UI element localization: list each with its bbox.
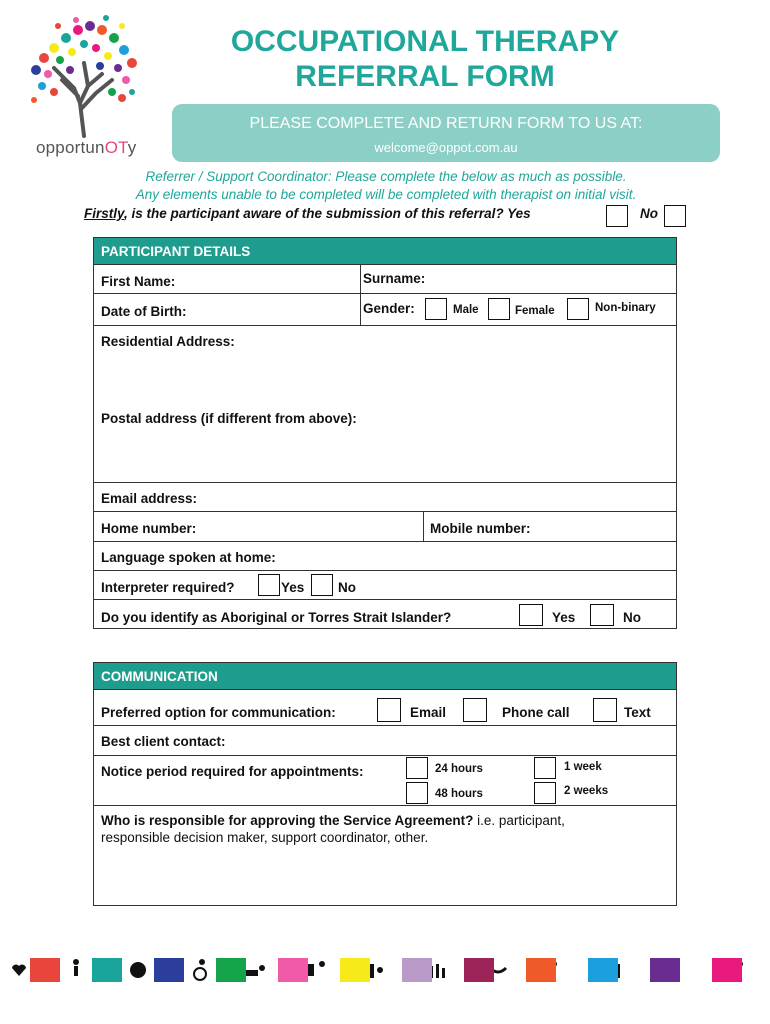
aware-yes-checkbox[interactable] (606, 205, 628, 227)
notice-24h-label: 24 hours (435, 763, 483, 775)
interpreter-yes-label: Yes (281, 580, 305, 595)
dob-field[interactable] (204, 298, 354, 322)
page-title (200, 24, 650, 94)
gender-male-checkbox[interactable] (425, 298, 447, 320)
intro-line-1: Referrer / Support Coordinator: Please complete the below as much as possible. (145, 169, 627, 184)
mobile-number-field[interactable] (550, 515, 672, 537)
gender-nonbinary-label: Non-binary (595, 302, 656, 314)
colour-swatch (650, 958, 680, 982)
approver-question: Who is responsible for approving the Service Agreement? i.e. participant, responsible decision maker, support coordinator, other. (101, 813, 565, 845)
participant-heading: PARTICIPANT DETAILS (94, 238, 676, 264)
intro-text (80, 168, 692, 204)
interpreter-no-checkbox[interactable] (311, 574, 333, 596)
colour-swatch (278, 958, 308, 982)
colour-swatch (216, 958, 246, 982)
colour-swatch (92, 958, 122, 982)
gender-label: Gender: (363, 301, 415, 316)
aware-no-checkbox[interactable] (664, 205, 686, 227)
colour-swatch (340, 958, 370, 982)
mobile-number-label: Mobile number: (430, 521, 531, 536)
postal-address-field[interactable] (99, 430, 671, 478)
notice-48h-label: 48 hours (435, 788, 483, 800)
aware-no-label: No (640, 206, 658, 221)
colour-swatch (526, 958, 556, 982)
best-contact-label: Best client contact: (101, 734, 226, 749)
notice-1w-label: 1 week (564, 761, 602, 773)
residential-address-label: Residential Address: (101, 334, 235, 349)
comm-phone-checkbox[interactable] (463, 698, 487, 722)
return-banner (172, 104, 720, 162)
child-icon (73, 959, 79, 976)
family-icon (430, 964, 445, 978)
aboriginal-no-label: No (623, 610, 641, 625)
first-name-label: First Name: (101, 274, 176, 289)
gender-female-label: Female (515, 305, 555, 317)
notice-1w-checkbox[interactable] (534, 757, 556, 779)
walker-icon (368, 964, 383, 978)
communication-section (93, 662, 677, 906)
banner-email[interactable]: welcome@oppot.com.au (374, 140, 518, 155)
logo-wordmark: opportunOTy (36, 138, 137, 157)
aware-question: Firstly, is the participant aware of the submission of this referral? Yes (84, 206, 531, 221)
comm-phone-label: Phone call (502, 705, 570, 720)
postal-address-label: Postal address (if different from above): (101, 411, 357, 426)
surname-label: Surname: (363, 271, 426, 286)
notice-48h-checkbox[interactable] (406, 782, 428, 804)
colour-swatch (30, 958, 60, 982)
colour-swatch (712, 958, 742, 982)
aboriginal-label: Do you identify as Aboriginal or Torres Strait Islander? (101, 610, 452, 625)
gender-male-label: Male (453, 304, 479, 316)
participant-details-section (93, 237, 677, 629)
dob-label: Date of Birth: (101, 304, 187, 319)
crawling-icon (244, 965, 265, 976)
interpreter-yes-checkbox[interactable] (258, 574, 280, 596)
preferred-communication-label: Preferred option for communication: (101, 705, 336, 720)
approver-field[interactable] (99, 849, 671, 903)
gender-nonbinary-checkbox[interactable] (567, 298, 589, 320)
email-field[interactable] (219, 486, 671, 508)
comm-email-label: Email (410, 705, 447, 720)
banner-instruction: PLEASE COMPLETE AND RETURN FORM TO US AT: (249, 115, 643, 132)
title-line-2: REFERRAL FORM (295, 60, 555, 93)
face-icon (130, 962, 146, 978)
title-line-1: OCCUPATIONAL THERAPY (230, 25, 620, 58)
best-contact-field[interactable] (254, 729, 671, 751)
comm-text-label: Text (624, 705, 651, 720)
home-number-field[interactable] (214, 515, 419, 537)
notice-2w-label: 2 weeks (564, 785, 609, 797)
logo-tree (14, 8, 154, 158)
residential-address-field[interactable] (99, 353, 671, 403)
intro-line-2: Any elements unable to be completed will be completed with therapist on initial visit. (135, 187, 637, 202)
aboriginal-yes-label: Yes (552, 610, 576, 625)
language-field[interactable] (304, 545, 671, 567)
home-number-label: Home number: (101, 521, 197, 536)
comm-email-checkbox[interactable] (377, 698, 401, 722)
language-label: Language spoken at home: (101, 550, 276, 565)
first-name-field[interactable] (234, 268, 356, 290)
interpreter-label: Interpreter required? (101, 580, 235, 595)
notice-period-label: Notice period required for appointments: (101, 764, 364, 779)
surname-field[interactable] (439, 268, 671, 290)
notice-2w-checkbox[interactable] (534, 782, 556, 804)
comm-text-checkbox[interactable] (593, 698, 617, 722)
gender-female-checkbox[interactable] (488, 298, 510, 320)
carer-icon (306, 961, 325, 976)
heart-icon (12, 965, 26, 976)
colour-swatch (588, 958, 618, 982)
communication-heading: COMMUNICATION (94, 663, 676, 689)
colour-swatch (464, 958, 494, 982)
aboriginal-yes-checkbox[interactable] (519, 604, 543, 626)
footer-pictogram-strip (8, 956, 768, 984)
interpreter-no-label: No (338, 580, 356, 595)
wheelchair-icon (194, 959, 206, 980)
colour-swatch (402, 958, 432, 982)
aboriginal-no-checkbox[interactable] (590, 604, 614, 626)
email-label: Email address: (101, 491, 198, 506)
notice-24h-checkbox[interactable] (406, 757, 428, 779)
colour-swatch (154, 958, 184, 982)
